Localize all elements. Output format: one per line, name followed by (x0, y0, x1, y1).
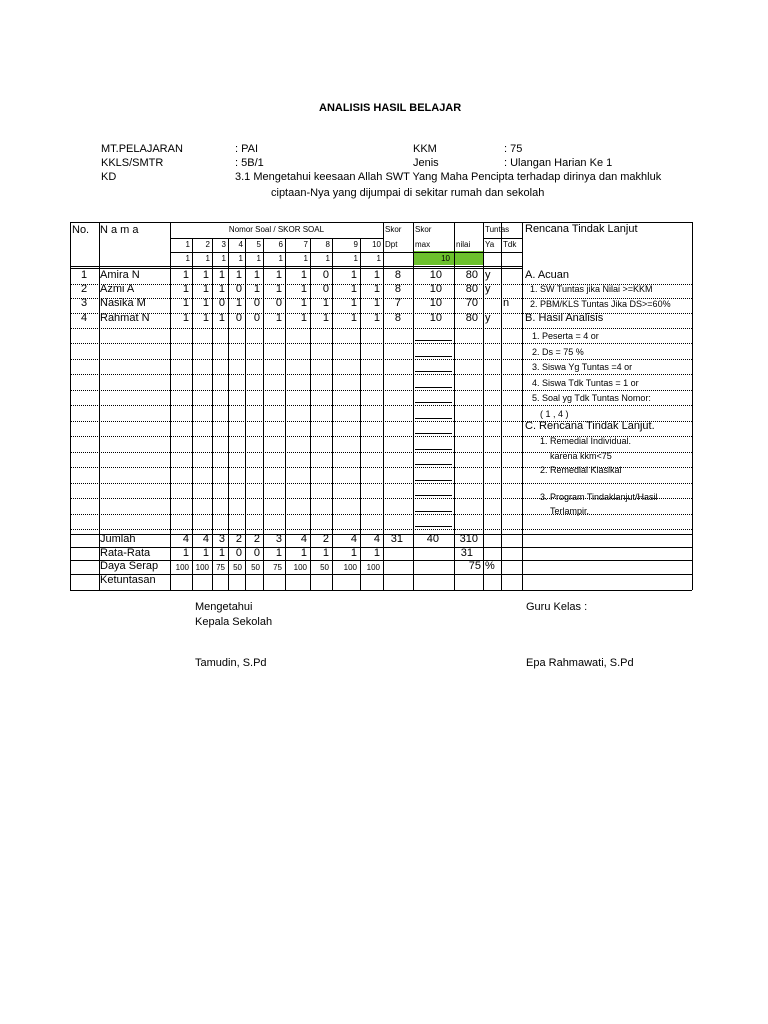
daya-score: 100 (366, 563, 380, 572)
daya-pct: % (485, 560, 495, 572)
student-score: 1 (275, 312, 282, 324)
student-score: 1 (218, 269, 225, 281)
student-score: 1 (350, 312, 357, 324)
jumlah-label: Jumlah (100, 533, 136, 545)
mt-label: MT.PELAJARAN (101, 143, 183, 155)
skor-soal: 1 (376, 254, 381, 263)
col-max: max (415, 240, 431, 249)
col-tuntas: Tuntas (485, 225, 510, 234)
col-tdk: Tdk (503, 240, 517, 249)
student-score: 0 (322, 269, 329, 281)
rata-score: 1 (275, 547, 282, 559)
grid-line (70, 343, 692, 344)
student-name: Rahmat N (100, 312, 150, 324)
soal-number: 3 (221, 240, 226, 249)
jumlah-score: 4 (202, 533, 209, 545)
rata-score: 1 (182, 547, 189, 559)
student-score: 1 (300, 312, 307, 324)
student-score: 1 (235, 269, 242, 281)
rata-score: 1 (300, 547, 307, 559)
student-score: 1 (202, 297, 209, 309)
jumlah-dpt: 31 (390, 533, 403, 545)
student-score: 0 (253, 312, 260, 324)
student-score: 1 (373, 269, 380, 281)
rata-score: 0 (253, 547, 260, 559)
rencana-c: C. Rencana Tindak Lanjut. (525, 420, 655, 432)
soal-number: 5 (256, 240, 261, 249)
col-dpt: Dpt (385, 240, 398, 249)
student-tdk: n (503, 297, 510, 309)
guru-kelas-name: Epa Rahmawati, S.Pd (526, 657, 634, 669)
daya-score: 75 (273, 563, 282, 572)
soal-number: 9 (353, 240, 358, 249)
col-rencana: Rencana Tindak Lanjut (525, 223, 638, 235)
skor-soal: 1 (278, 254, 283, 263)
page-title: ANALISIS HASIL BELAJAR (319, 102, 462, 114)
student-dpt: 8 (394, 283, 401, 295)
rencana-b: B. Hasil Analisis (525, 312, 604, 324)
student-score: 1 (350, 269, 357, 281)
jenis-value: : Ulangan Harian Ke 1 (504, 157, 613, 169)
soal-number: 4 (238, 240, 243, 249)
soal-number: 6 (278, 240, 283, 249)
student-no: 3 (80, 297, 88, 309)
student-nilai: 80 (465, 269, 478, 281)
student-score: 0 (275, 297, 282, 309)
grid-line (692, 222, 693, 590)
student-score: 0 (253, 297, 260, 309)
col-skor2: Skor (415, 225, 432, 234)
analysis-table (70, 222, 692, 591)
kd-label: KD (101, 171, 117, 183)
grid-line (70, 390, 692, 391)
rencana-c3: 3. Program Tindaklanjut/Hasil (540, 492, 658, 502)
jumlah-score: 3 (275, 533, 282, 545)
student-score: 1 (182, 312, 189, 324)
rencana-b5: 5. Soal yg Tdk Tuntas Nomor: (532, 393, 651, 403)
student-score: 1 (202, 283, 209, 295)
grid-line (70, 266, 522, 267)
student-max: 10 (429, 283, 442, 295)
student-ya: y (485, 312, 491, 324)
kd-line-2: ciptaan-Nya yang dijumpai di sekitar rumah dan sekolah (271, 187, 545, 199)
skor-max-total: 10 (441, 254, 450, 263)
student-score: 1 (373, 283, 380, 295)
grid-line (170, 238, 383, 239)
skor-soal: 1 (205, 254, 210, 263)
student-score: 1 (350, 297, 357, 309)
daya-score: 100 (293, 563, 307, 572)
student-ya: y (485, 283, 491, 295)
student-nilai: 80 (465, 312, 478, 324)
mt-value: : PAI (235, 143, 259, 155)
skor-soal: 1 (221, 254, 226, 263)
grid-line (415, 402, 452, 403)
col-ya: Ya (485, 240, 495, 249)
ketuntasan-label: Ketuntasan (100, 574, 156, 586)
soal-number: 2 (205, 240, 210, 249)
student-no: 1 (80, 269, 88, 281)
kepala-sekolah-name: Tamudin, S.Pd (195, 657, 267, 669)
rencana-c1: 1. Remedial Individual. (540, 436, 632, 446)
student-score: 1 (182, 283, 189, 295)
grid-line (415, 356, 452, 357)
grid-line (415, 495, 452, 496)
jumlah-score: 2 (322, 533, 329, 545)
jumlah-score: 2 (235, 533, 242, 545)
student-score: 1 (202, 312, 209, 324)
student-nilai: 70 (465, 297, 478, 309)
student-score: 1 (182, 269, 189, 281)
student-score: 1 (300, 269, 307, 281)
daya-nilai: 75 (468, 560, 481, 572)
rata-label: Rata-Rata (100, 547, 151, 559)
grid-line (70, 405, 692, 406)
soal-number: 10 (372, 240, 381, 249)
grid-line (415, 418, 452, 419)
jumlah-score: 4 (300, 533, 307, 545)
skor-soal: 1 (238, 254, 243, 263)
student-no: 2 (80, 283, 88, 295)
grid-line (415, 340, 452, 341)
grid-line (415, 433, 452, 434)
student-score: 1 (253, 269, 260, 281)
col-nilai: nilai (456, 240, 471, 249)
grid-line (415, 526, 452, 527)
student-max: 10 (429, 269, 442, 281)
grid-line (483, 238, 522, 239)
student-score: 1 (275, 269, 282, 281)
grid-line (70, 483, 692, 484)
student-score: 0 (218, 297, 225, 309)
student-max: 10 (429, 297, 442, 309)
col-skor: Skor (385, 225, 402, 234)
grid-line (415, 511, 452, 512)
rencana-b2: 2. Ds = 75 % (532, 347, 584, 357)
student-score: 1 (322, 297, 329, 309)
jumlah-nilai: 310 (459, 533, 478, 545)
student-dpt: 8 (394, 269, 401, 281)
student-dpt: 8 (394, 312, 401, 324)
student-dpt: 7 (394, 297, 401, 309)
student-nilai: 80 (465, 283, 478, 295)
jumlah-score: 4 (182, 533, 189, 545)
skor-soal: 1 (185, 254, 190, 263)
grid-line (415, 480, 452, 481)
rencana-b5v: ( 1 , 4 ) (540, 409, 569, 419)
student-score: 1 (218, 283, 225, 295)
rencana-a2: 2. PBM/KLS Tuntas Jika DS>=60% (530, 299, 671, 309)
rencana-b4: 4. Siswa Tdk Tuntas = 1 or (532, 378, 639, 388)
grid-line (415, 464, 452, 465)
student-score: 1 (235, 297, 242, 309)
rata-score: 1 (350, 547, 357, 559)
student-score: 1 (300, 283, 307, 295)
student-score: 0 (235, 283, 242, 295)
jenis-label: Jenis (413, 157, 439, 169)
student-score: 1 (373, 312, 380, 324)
daya-score: 50 (251, 563, 260, 572)
kkls-label: KKLS/SMTR (101, 157, 164, 169)
rata-score: 1 (322, 547, 329, 559)
grid-line (70, 374, 692, 375)
student-ya: y (485, 269, 491, 281)
rata-score: 1 (218, 547, 225, 559)
student-score: 1 (322, 312, 329, 324)
student-score: 1 (373, 297, 380, 309)
mengetahui-label: Mengetahui (195, 601, 253, 613)
student-max: 10 (429, 312, 442, 324)
kkm-label: KKM (413, 143, 437, 155)
rencana-c2: 2. Remedial Klasikal (540, 465, 622, 475)
skor-soal: 1 (325, 254, 330, 263)
jumlah-score: 4 (350, 533, 357, 545)
student-score: 1 (350, 283, 357, 295)
grid-line (70, 590, 692, 591)
kd-line-1: 3.1 Mengetahui keesaan Allah SWT Yang Maha Pencipta terhadap dirinya dan makhluk (235, 171, 662, 183)
rencana-b3: 3. Siswa Yg Tuntas =4 or (532, 362, 633, 372)
daya-score: 100 (175, 563, 189, 572)
rencana-a1: 1. SW Tuntas jika Nilai >=KKM (530, 284, 653, 294)
student-score: 1 (182, 297, 189, 309)
grid-line (170, 252, 522, 253)
rencana-b1: 1. Peserta = 4 or (532, 331, 599, 341)
skor-soal: 1 (353, 254, 358, 263)
skor-soal: 1 (303, 254, 308, 263)
kkm-value: : 75 (504, 143, 523, 155)
soal-number: 8 (325, 240, 330, 249)
student-score: 1 (275, 283, 282, 295)
student-name: Amira N (100, 269, 140, 281)
rencana-a: A. Acuan (525, 269, 570, 281)
jumlah-score: 3 (218, 533, 225, 545)
student-score: 1 (218, 312, 225, 324)
rencana-c1b: karena kkm<75 (550, 451, 612, 461)
soal-number: 7 (303, 240, 308, 249)
daya-label: Daya Serap (100, 560, 159, 572)
grid-line (415, 371, 452, 372)
grid-line (415, 387, 452, 388)
jumlah-max: 40 (426, 533, 439, 545)
guru-kelas-label: Guru Kelas : (526, 601, 588, 613)
col-nama: N a m a (100, 224, 139, 236)
student-score: 1 (253, 283, 260, 295)
rencana-c3b: Terlampir. (550, 506, 590, 516)
daya-score: 50 (233, 563, 242, 572)
daya-score: 75 (216, 563, 225, 572)
student-score: 0 (235, 312, 242, 324)
grid-line (70, 529, 692, 530)
soal-number: 1 (185, 240, 190, 249)
daya-score: 50 (320, 563, 329, 572)
rata-score: 1 (202, 547, 209, 559)
student-name: Azmi A (100, 283, 135, 295)
daya-score: 100 (195, 563, 209, 572)
jumlah-score: 4 (373, 533, 380, 545)
grid-line (415, 449, 452, 450)
jumlah-score: 2 (253, 533, 260, 545)
grid-line (70, 359, 692, 360)
rata-score: 0 (235, 547, 242, 559)
col-no: No. (72, 224, 90, 236)
col-nomor-soal: Nomor Soal / SKOR SOAL (228, 225, 325, 234)
student-score: 1 (300, 297, 307, 309)
grid-line (70, 328, 692, 329)
student-no: 4 (80, 312, 88, 324)
student-name: Nasika M (100, 297, 146, 309)
daya-score: 100 (343, 563, 357, 572)
skor-soal: 1 (256, 254, 261, 263)
student-score: 1 (202, 269, 209, 281)
student-score: 0 (322, 283, 329, 295)
rata-score: 1 (373, 547, 380, 559)
kkls-value: : 5B/1 (235, 157, 264, 169)
rata-nilai: 31 (460, 547, 473, 559)
kepala-sekolah-label: Kepala Sekolah (195, 616, 273, 628)
